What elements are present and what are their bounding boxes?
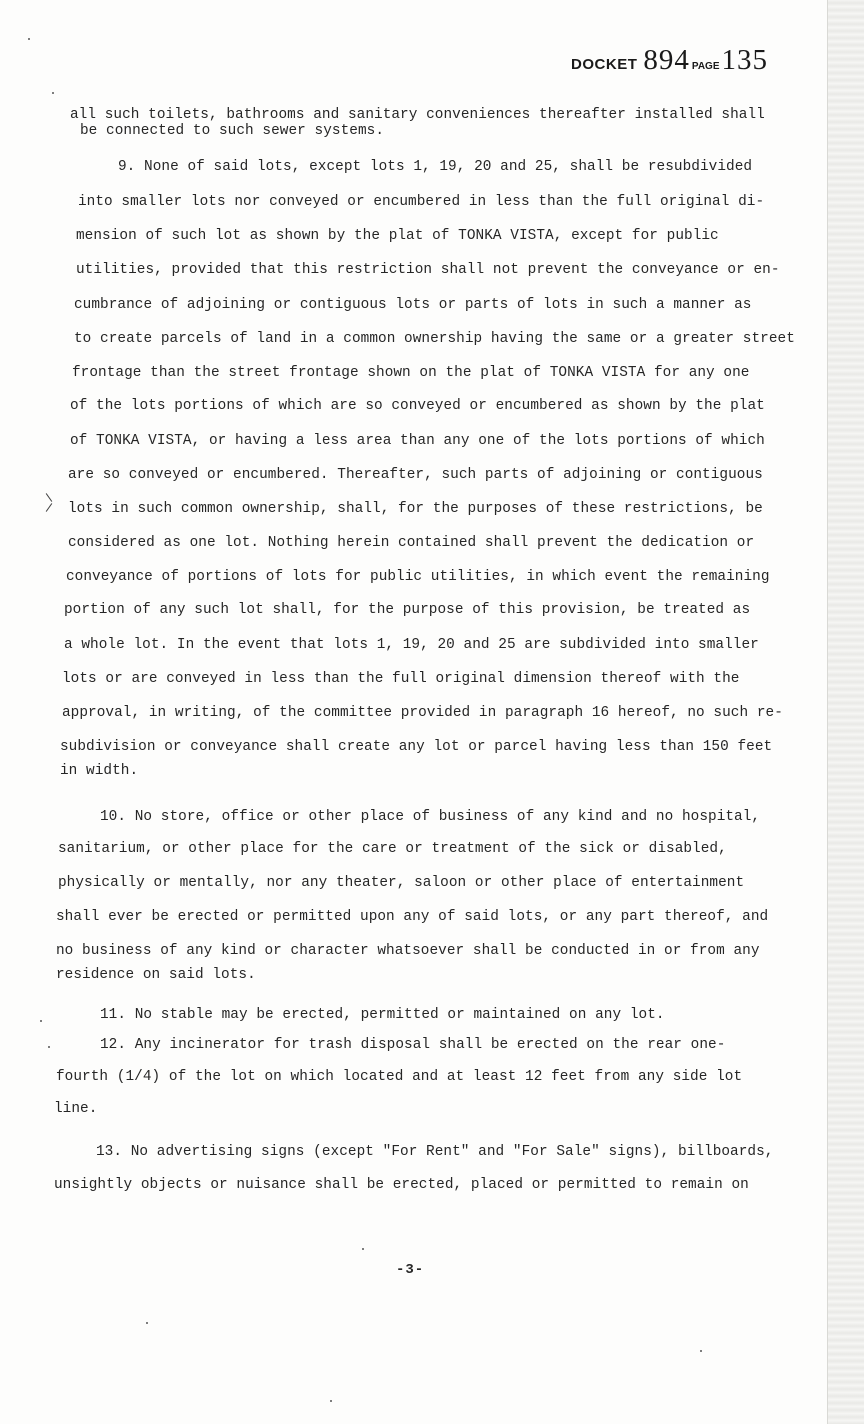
scan-edge	[827, 0, 864, 1424]
text-line: cumbrance of adjoining or contiguous lots or parts of lots in such a manner as	[74, 297, 752, 313]
scan-speck	[48, 1046, 50, 1048]
text-line: of the lots portions of which are so conveyed or encumbered as shown by the plat	[70, 398, 765, 414]
page-footer-number: -3-	[396, 1262, 425, 1278]
scan-speck	[28, 38, 30, 40]
text-line: utilities, provided that this restriction shall not prevent the conveyance or en-	[76, 262, 780, 278]
text-line: shall ever be erected or permitted upon any of said lots, or any part thereof, and	[56, 909, 769, 925]
text-line: unsightly objects or nuisance shall be erected, placed or permitted to remain on	[54, 1177, 749, 1193]
text-line: line.	[54, 1101, 98, 1117]
text-line: portion of any such lot shall, for the purpose of this provision, be treated as	[64, 602, 751, 618]
text-line: frontage than the street frontage shown on the plat of TONKA VISTA for any one	[72, 365, 750, 381]
book-number: 894	[643, 44, 690, 76]
scan-mark	[46, 493, 53, 502]
text-line: be connected to such sewer systems.	[80, 123, 385, 139]
text-line: are so conveyed or encumbered. Thereafter, such parts of adjoining or contiguous	[68, 467, 763, 483]
text-line: 12. Any incinerator for trash disposal shall be erected on the rear one-	[100, 1037, 726, 1053]
text-line: in width.	[60, 763, 139, 779]
text-line: considered as one lot. Nothing herein contained shall prevent the dedication or	[68, 535, 755, 551]
text-line: subdivision or conveyance shall create any lot or parcel having less than 150 feet	[60, 739, 773, 755]
text-line: lots in such common ownership, shall, for the purposes of these restrictions, be	[68, 501, 763, 517]
scan-speck	[40, 1020, 42, 1022]
text-line: 9. None of said lots, except lots 1, 19, 20 and 25, shall be resubdivided	[118, 159, 753, 175]
scan-speck	[146, 1322, 148, 1324]
text-line: into smaller lots nor conveyed or encumbered in less than the full original di-	[78, 194, 765, 210]
text-line: a whole lot. In the event that lots 1, 19, 20 and 25 are subdivided into smaller	[64, 637, 759, 653]
scan-mark	[46, 503, 53, 512]
scan-speck	[330, 1400, 332, 1402]
scan-speck	[362, 1248, 364, 1250]
text-line: no business of any kind or character whatsoever shall be conducted in or from any	[56, 943, 760, 959]
text-line: to create parcels of land in a common ownership having the same or a greater street	[74, 331, 795, 347]
docket-stamp	[571, 44, 768, 77]
text-line: approval, in writing, of the committee provided in paragraph 16 hereof, no such re-	[62, 705, 783, 721]
text-line: fourth (1/4) of the lot on which located and at least 12 feet from any side lot	[56, 1069, 743, 1085]
text-line: mension of such lot as shown by the plat of TONKA VISTA, except for public	[76, 228, 719, 244]
text-line: residence on said lots.	[56, 967, 256, 983]
text-line: 13. No advertising signs (except "For Rent" and "For Sale" signs), billboards,	[96, 1144, 774, 1160]
text-line: lots or are conveyed in less than the full original dimension thereof with the	[62, 671, 740, 687]
text-line: physically or mentally, nor any theater, saloon or other place of entertainment	[58, 875, 745, 891]
scan-speck	[52, 92, 54, 94]
docket-label: DOCKET	[571, 56, 638, 73]
text-line: of TONKA VISTA, or having a less area than any one of the lots portions of which	[70, 433, 765, 449]
text-line: conveyance of portions of lots for public utilities, in which event the remaining	[66, 569, 770, 585]
page-number: 135	[721, 44, 768, 76]
text-line: all such toilets, bathrooms and sanitary conveniences thereafter installed shall	[70, 107, 765, 123]
text-line: 10. No store, office or other place of business of any kind and no hospital,	[100, 809, 761, 825]
page-label: PAGE	[691, 61, 720, 72]
scan-speck	[700, 1350, 702, 1352]
text-line: sanitarium, or other place for the care or treatment of the sick or disabled,	[58, 841, 727, 857]
text-line: 11. No stable may be erected, permitted or maintained on any lot.	[100, 1007, 665, 1023]
